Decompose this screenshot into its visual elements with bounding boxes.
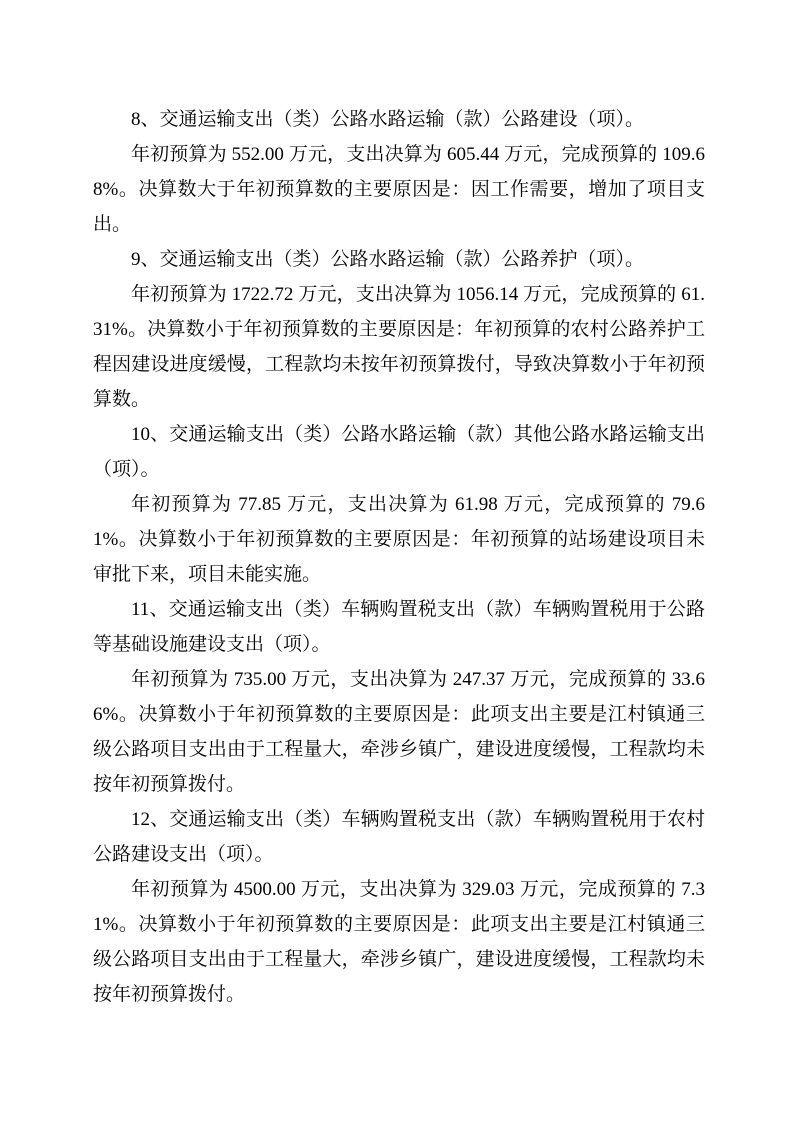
section-12-body: 年初预算为 4500.00 万元，支出决算为 329.03 万元，完成预算的 7.31%。决算数小于年初预算数的主要原因是：此项支出主要是江村镇通三级公路项目支出由于工程量大，牵涉乡镇广，建设进度缓慢，工程款均未按年初预算拨付。 xyxy=(93,879,705,1005)
section-11-heading: 11、交通运输支出（类）车辆购置税支出（款）车辆购置税用于公路等基础设施建设支出（项）。 xyxy=(93,599,705,655)
section-12-heading: 12、交通运输支出（类）车辆购置税支出（款）车辆购置税用于农村公路建设支出（项）。 xyxy=(93,809,705,865)
section-9-body: 年初预算为 1722.72 万元，支出决算为 1056.14 万元，完成预算的 61.31%。决算数小于年初预算数的主要原因是：年初预算的农村公路养护工程因建设进度缓慢，工程款均未按年初预算拨付，导致决算数小于年初预算数。 xyxy=(93,284,705,410)
section-8-heading: 8、交通运输支出（类）公路水路运输（款）公路建设（项）。 xyxy=(131,109,645,130)
document-text-block xyxy=(93,102,705,1012)
section-10-body: 年初预算为 77.85 万元，支出决算为 61.98 万元，完成预算的 79.61%。决算数小于年初预算数的主要原因是：年初预算的站场建设项目未审批下来，项目未能实施。 xyxy=(93,494,705,585)
section-9-heading: 9、交通运输支出（类）公路水路运输（款）公路养护（项）。 xyxy=(131,249,645,270)
section-11-body: 年初预算为 735.00 万元，支出决算为 247.37 万元，完成预算的 33.66%。决算数小于年初预算数的主要原因是：此项支出主要是江村镇通三级公路项目支出由于工程量大，牵涉乡镇广，建设进度缓慢，工程款均未按年初预算拨付。 xyxy=(93,669,705,795)
section-8-body: 年初预算为 552.00 万元，支出决算为 605.44 万元，完成预算的 109.68%。决算数大于年初预算数的主要原因是：因工作需要，增加了项目支出。 xyxy=(93,144,705,235)
section-10-heading: 10、交通运输支出（类）公路水路运输（款）其他公路水路运输支出（项）。 xyxy=(93,424,705,480)
